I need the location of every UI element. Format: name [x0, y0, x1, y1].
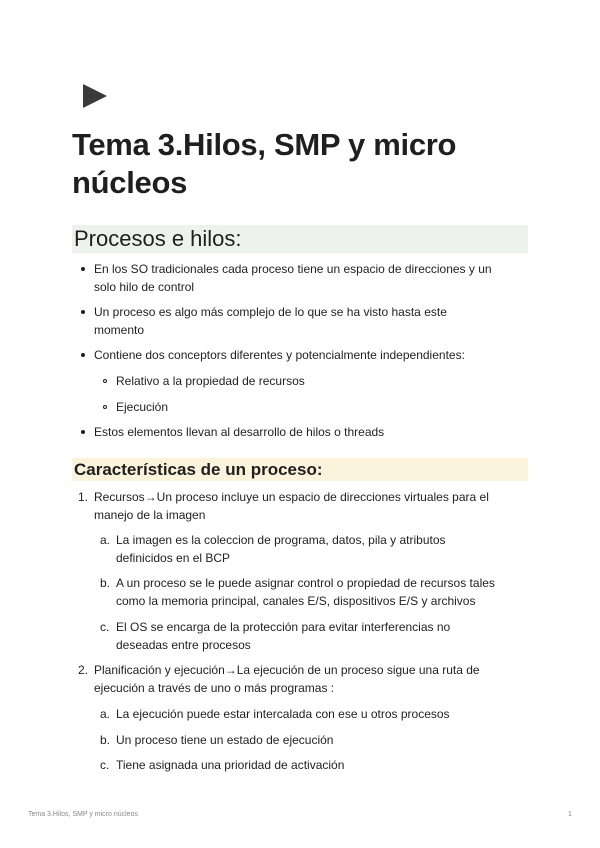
list-item-line: ejecución a través de uno o más programas :: [94, 681, 335, 695]
sub-list-item-line: El OS se encarga de la protección para evitar interferencias no: [116, 620, 451, 634]
section-heading-caracteristicas: Características de un proceso:: [72, 458, 528, 481]
sub-list-letter: c.: [100, 758, 110, 772]
sub-list-item-line: Tiene asignada una prioridad de activación: [116, 758, 345, 772]
footer-title: Tema 3.Hilos, SMP y micro núcleos: [28, 811, 138, 818]
bullet-icon: [81, 430, 85, 434]
sub-list-item: Ejecución: [116, 400, 169, 414]
circle-bullet-icon: [103, 405, 107, 409]
list-item-line: Estos elementos llevan al desarrollo de hilos o threads: [94, 425, 385, 439]
page-title: Tema 3.Hilos, SMP y micro núcleos: [72, 127, 457, 200]
sub-list-letter: a.: [100, 533, 111, 547]
list-item-line: En los SO tradicionales cada proceso tiene un espacio de direcciones y un: [94, 262, 492, 276]
list-item-line: solo hilo de control: [94, 280, 195, 294]
play-icon: [82, 83, 108, 109]
sub-list-item-line: Un proceso tiene un estado de ejecución: [116, 733, 334, 747]
bullet-icon: [81, 267, 85, 271]
list-number: 1.: [78, 490, 89, 504]
circle-bullet-icon: [103, 379, 107, 383]
sub-list-item-line: deseadas entre procesos: [116, 638, 251, 652]
bullet-icon: [81, 353, 85, 357]
list-item-line: Contiene dos conceptors diferentes y potencialmente independientes:: [94, 348, 465, 362]
list-item-line: Planificación y ejecución→La ejecución de un proceso sigue una ruta de: [94, 663, 480, 677]
list-item-line: Un proceso es algo más complejo de lo que se ha visto hasta este: [94, 305, 447, 319]
page-number: 1: [568, 811, 572, 818]
bullet-icon: [81, 310, 85, 314]
sub-list-item: Relativo a la propiedad de recursos: [116, 374, 305, 388]
sub-list-letter: c.: [100, 620, 110, 634]
list-item-line: Recursos→Un proceso incluye un espacio de direcciones virtuales para el: [94, 490, 489, 504]
sub-list-letter: b.: [100, 576, 111, 590]
sub-list-item-line: como la memoria principal, canales E/S, dispositivos E/S y archivos: [116, 594, 476, 608]
sub-list-item-line: definicidos en el BCP: [116, 551, 231, 565]
sub-list-item-line: La imagen es la coleccion de programa, datos, pila y atributos: [116, 533, 446, 547]
list-item-line: momento: [94, 323, 145, 337]
sub-list-letter: b.: [100, 733, 111, 747]
section-heading-procesos-e-hilos: Procesos e hilos:: [72, 225, 528, 253]
sub-list-item-line: La ejecución puede estar intercalada con ese u otros procesos: [116, 707, 450, 721]
sub-list-item-line: A un proceso se le puede asignar control o propiedad de recursos tales: [116, 576, 495, 590]
list-number: 2.: [78, 663, 89, 677]
list-item-line: manejo de la imagen: [94, 508, 206, 522]
sub-list-letter: a.: [100, 707, 111, 721]
